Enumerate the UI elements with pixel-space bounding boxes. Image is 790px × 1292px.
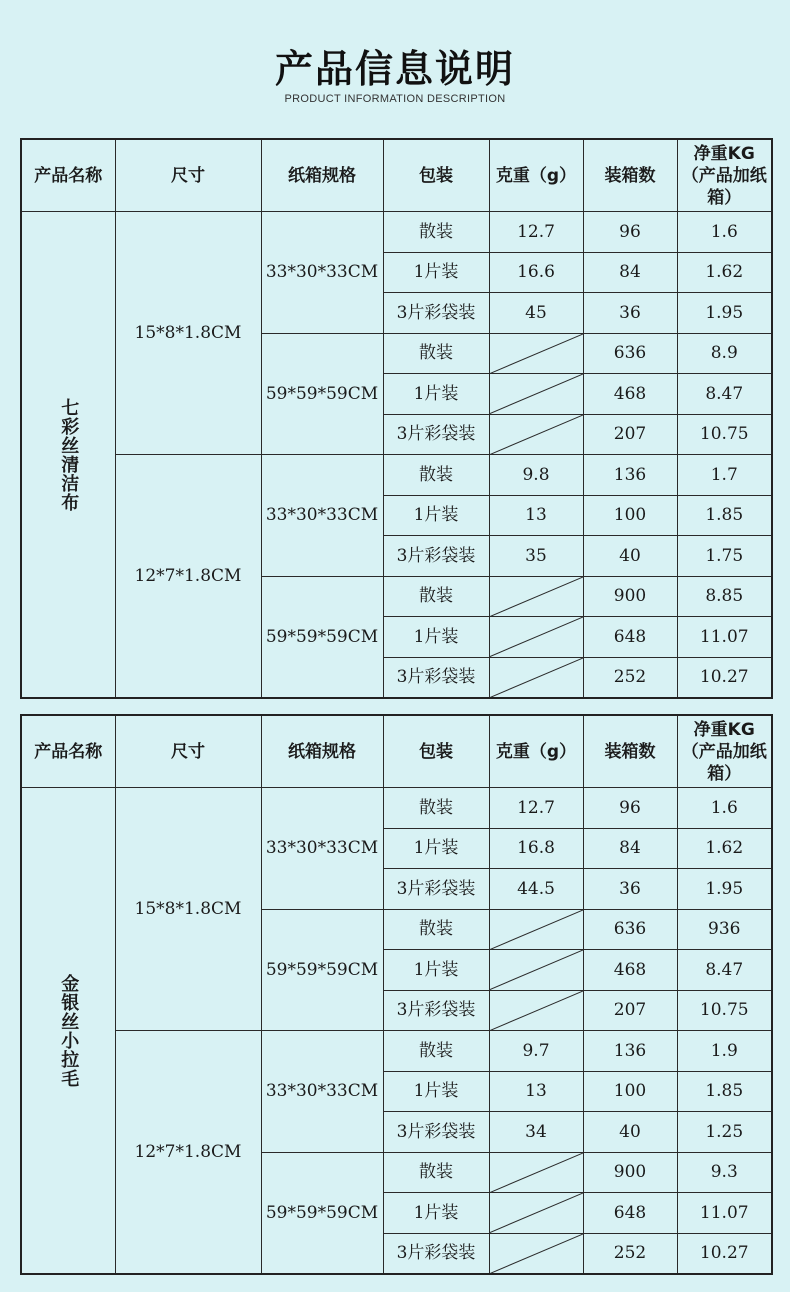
weight-cell: 16.8 (489, 828, 583, 869)
product-spec-table (20, 714, 773, 1275)
table-row (21, 788, 772, 829)
weight-cell: 16.6 (489, 252, 583, 293)
column-header: 尺寸 (115, 715, 261, 788)
net-weight-cell: 1.25 (677, 1112, 772, 1153)
size-cell: 15*8*1.8CM (115, 212, 261, 455)
quantity-cell: 36 (583, 869, 677, 910)
net-weight-cell: 1.9 (677, 1031, 772, 1072)
packing-cell: 3片彩袋装 (383, 414, 489, 455)
packing-cell: 散装 (383, 212, 489, 253)
net-weight-cell: 1.95 (677, 869, 772, 910)
net-weight-cell: 1.6 (677, 212, 772, 253)
weight-cell: 35 (489, 536, 583, 577)
column-header: 纸箱规格 (261, 715, 383, 788)
product-name-cell (21, 788, 115, 1275)
column-header: 装箱数 (583, 139, 677, 212)
packing-cell: 1片装 (383, 252, 489, 293)
packing-cell: 散装 (383, 333, 489, 374)
packing-cell: 1片装 (383, 950, 489, 991)
net-weight-cell: 9.3 (677, 1152, 772, 1193)
diagonal-slash (490, 577, 583, 617)
diagonal-slash (490, 617, 583, 657)
net-weight-cell: 10.27 (677, 1233, 772, 1274)
empty-weight-cell (489, 950, 583, 991)
empty-weight-cell (489, 657, 583, 698)
page-subtitle: PRODUCT INFORMATION DESCRIPTION (284, 93, 506, 105)
quantity-cell: 648 (583, 1193, 677, 1234)
table-header-row (21, 139, 772, 212)
weight-cell: 12.7 (489, 788, 583, 829)
empty-weight-cell (489, 1193, 583, 1234)
net-weight-cell: 1.85 (677, 495, 772, 536)
quantity-cell: 252 (583, 657, 677, 698)
packing-cell: 3片彩袋装 (383, 1233, 489, 1274)
net-weight-cell: 8.47 (677, 950, 772, 991)
quantity-cell: 84 (583, 252, 677, 293)
net-weight-cell: 1.62 (677, 252, 772, 293)
quantity-cell: 136 (583, 455, 677, 496)
empty-weight-cell (489, 414, 583, 455)
packing-cell: 3片彩袋装 (383, 293, 489, 334)
product-name: 七彩丝清洁布 (58, 397, 80, 512)
box-spec-cell: 59*59*59CM (261, 333, 383, 455)
size-cell: 12*7*1.8CM (115, 455, 261, 699)
net-weight-cell: 1.85 (677, 1071, 772, 1112)
column-header: 净重KG（产品加纸箱） (677, 715, 772, 788)
net-weight-cell: 10.27 (677, 657, 772, 698)
net-weight-cell: 936 (677, 909, 772, 950)
net-weight-cell: 1.95 (677, 293, 772, 334)
net-weight-cell: 1.7 (677, 455, 772, 496)
packing-cell: 3片彩袋装 (383, 1112, 489, 1153)
empty-weight-cell (489, 1152, 583, 1193)
column-header: 克重（g） (489, 715, 583, 788)
net-weight-cell: 10.75 (677, 414, 772, 455)
weight-cell: 13 (489, 495, 583, 536)
quantity-cell: 648 (583, 617, 677, 658)
page-title: 产品信息说明 (274, 47, 515, 91)
quantity-cell: 468 (583, 950, 677, 991)
diagonal-slash (490, 658, 583, 698)
diagonal-slash (490, 950, 583, 990)
diagonal-slash (490, 1153, 583, 1193)
weight-cell: 45 (489, 293, 583, 334)
empty-weight-cell (489, 374, 583, 415)
net-weight-cell: 10.75 (677, 990, 772, 1031)
weight-cell: 12.7 (489, 212, 583, 253)
empty-weight-cell (489, 1233, 583, 1274)
empty-weight-cell (489, 576, 583, 617)
product-name-cell (21, 212, 115, 699)
packing-cell: 1片装 (383, 495, 489, 536)
quantity-cell: 40 (583, 536, 677, 577)
quantity-cell: 36 (583, 293, 677, 334)
quantity-cell: 252 (583, 1233, 677, 1274)
size-cell: 15*8*1.8CM (115, 788, 261, 1031)
packing-cell: 3片彩袋装 (383, 536, 489, 577)
packing-cell: 3片彩袋装 (383, 869, 489, 910)
net-weight-cell: 8.9 (677, 333, 772, 374)
box-spec-cell: 59*59*59CM (261, 909, 383, 1031)
net-weight-cell: 8.47 (677, 374, 772, 415)
column-header: 尺寸 (115, 139, 261, 212)
quantity-cell: 100 (583, 495, 677, 536)
diagonal-slash (490, 415, 583, 455)
packing-cell: 散装 (383, 1152, 489, 1193)
weight-cell: 34 (489, 1112, 583, 1153)
quantity-cell: 40 (583, 1112, 677, 1153)
column-header: 纸箱规格 (261, 139, 383, 212)
quantity-cell: 96 (583, 788, 677, 829)
net-weight-cell: 1.62 (677, 828, 772, 869)
box-spec-cell: 33*30*33CM (261, 455, 383, 577)
column-header: 包装 (383, 715, 489, 788)
column-header: 克重（g） (489, 139, 583, 212)
quantity-cell: 636 (583, 333, 677, 374)
quantity-cell: 900 (583, 1152, 677, 1193)
column-header: 产品名称 (21, 139, 115, 212)
diagonal-slash (490, 374, 583, 414)
quantity-cell: 900 (583, 576, 677, 617)
packing-cell: 3片彩袋装 (383, 657, 489, 698)
column-header: 产品名称 (21, 715, 115, 788)
empty-weight-cell (489, 617, 583, 658)
packing-cell: 1片装 (383, 617, 489, 658)
empty-weight-cell (489, 333, 583, 374)
packing-cell: 散装 (383, 909, 489, 950)
empty-weight-cell (489, 990, 583, 1031)
table-row (21, 1031, 772, 1072)
empty-weight-cell (489, 909, 583, 950)
diagonal-slash (490, 334, 583, 374)
table-row (21, 212, 772, 253)
box-spec-cell: 59*59*59CM (261, 576, 383, 698)
box-spec-cell: 33*30*33CM (261, 1031, 383, 1153)
packing-cell: 散装 (383, 788, 489, 829)
packing-cell: 3片彩袋装 (383, 990, 489, 1031)
net-weight-cell: 11.07 (677, 617, 772, 658)
product-name: 金银丝小拉毛 (58, 973, 80, 1088)
quantity-cell: 207 (583, 414, 677, 455)
table-row (21, 455, 772, 496)
box-spec-cell: 33*30*33CM (261, 212, 383, 334)
net-weight-cell: 8.85 (677, 576, 772, 617)
packing-cell: 散装 (383, 455, 489, 496)
box-spec-cell: 33*30*33CM (261, 788, 383, 910)
packing-cell: 散装 (383, 576, 489, 617)
weight-cell: 9.7 (489, 1031, 583, 1072)
diagonal-slash (490, 991, 583, 1031)
net-weight-cell: 11.07 (677, 1193, 772, 1234)
product-spec-table (20, 138, 773, 699)
net-weight-cell: 1.6 (677, 788, 772, 829)
weight-cell: 13 (489, 1071, 583, 1112)
packing-cell: 散装 (383, 1031, 489, 1072)
quantity-cell: 136 (583, 1031, 677, 1072)
box-spec-cell: 59*59*59CM (261, 1152, 383, 1274)
diagonal-slash (490, 910, 583, 950)
quantity-cell: 100 (583, 1071, 677, 1112)
quantity-cell: 636 (583, 909, 677, 950)
quantity-cell: 207 (583, 990, 677, 1031)
packing-cell: 1片装 (383, 1193, 489, 1234)
size-cell: 12*7*1.8CM (115, 1031, 261, 1275)
column-header: 包装 (383, 139, 489, 212)
packing-cell: 1片装 (383, 374, 489, 415)
column-header: 装箱数 (583, 715, 677, 788)
net-weight-cell: 1.75 (677, 536, 772, 577)
table-header-row (21, 715, 772, 788)
column-header: 净重KG（产品加纸箱） (677, 139, 772, 212)
diagonal-slash (490, 1193, 583, 1233)
quantity-cell: 468 (583, 374, 677, 415)
packing-cell: 1片装 (383, 828, 489, 869)
diagonal-slash (490, 1234, 583, 1274)
weight-cell: 9.8 (489, 455, 583, 496)
quantity-cell: 96 (583, 212, 677, 253)
packing-cell: 1片装 (383, 1071, 489, 1112)
quantity-cell: 84 (583, 828, 677, 869)
weight-cell: 44.5 (489, 869, 583, 910)
